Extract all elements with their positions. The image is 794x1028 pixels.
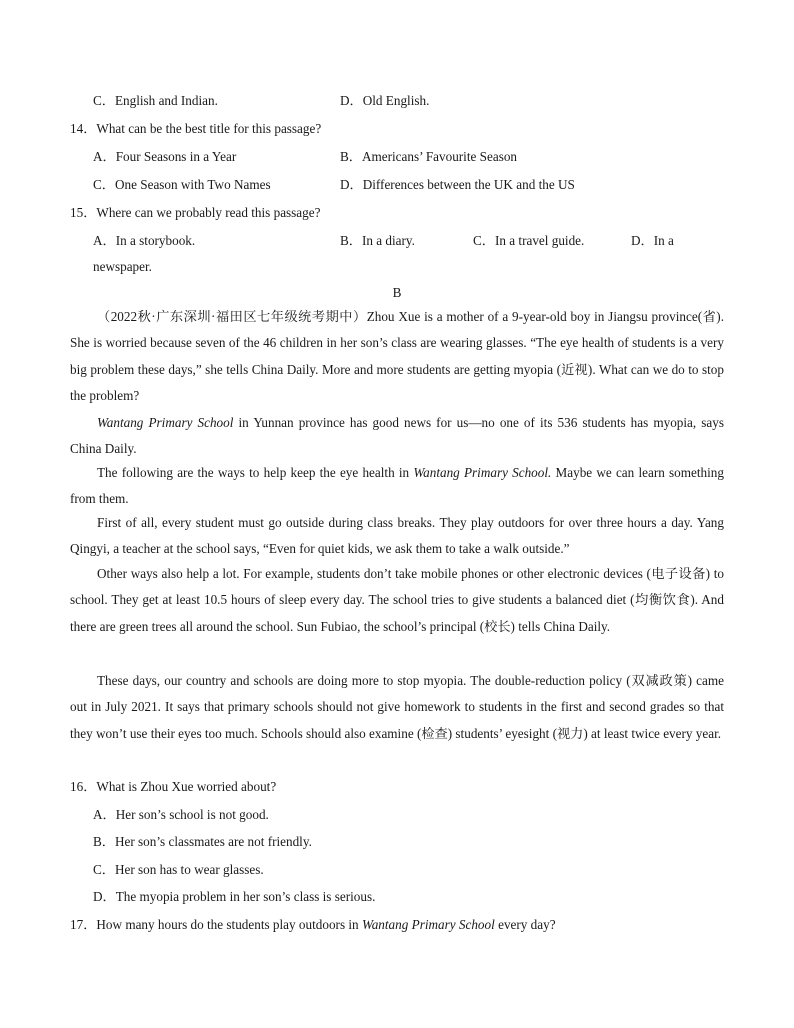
- passage-paragraph-3: [70, 460, 724, 513]
- q13-option-d: D．Old English.: [340, 93, 430, 108]
- school-name: Wantang Primary School: [361, 917, 495, 932]
- q15-option-d-continued: newspaper.: [93, 259, 152, 274]
- paragraph-text: Maybe we can learn something from them.: [70, 465, 724, 507]
- question-text: every day?: [494, 917, 556, 932]
- q17-question: [70, 916, 556, 934]
- question-text: 17．How many hours do the students play outdoors in: [70, 917, 362, 932]
- q13-option-c: C．English and Indian.: [93, 93, 218, 108]
- passage-paragraph-1: （2022秋·广东深圳·福田区七年级统考期中）Zhou Xue is a mother of a 9-year-old boy in Jiangsu province(省). She is worried because seven of the 46 children in her son’s class are wearing glasses. “The eye health of students is a very big problem these days,” she tells China Daily. More and more students are getting myopia (近视). What can we do to stop the problem?: [70, 309, 724, 404]
- q15-option-a: A．In a storybook.: [93, 233, 196, 248]
- school-name: Wantang Primary School.: [413, 465, 552, 480]
- section-heading: B: [392, 285, 402, 300]
- q16-question: 16．What is Zhou Xue worried about?: [70, 779, 277, 794]
- passage-paragraph-2: [70, 410, 724, 463]
- passage-paragraph-6: These days, our country and schools are doing more to stop myopia. The double-reduction policy (双减政策) came out in July 2021. It says that primary schools should not give homework to students in the first and second grades so that they won’t use their eyes too much. Schools should also examine (检查) students’ eyesight (视力) at least twice every year.: [70, 673, 724, 741]
- passage-paragraph-4: First of all, every student must go outside during class breaks. They play outdoors for over three hours a day. Yang Qingyi, a teacher at the school says, “Even for quiet kids, we ask them to take a walk outside.”: [70, 515, 724, 557]
- q14-option-d: D．Differences between the UK and the US: [340, 177, 575, 192]
- q14-option-a: A．Four Seasons in a Year: [93, 149, 237, 164]
- q14-option-c: C．One Season with Two Names: [93, 177, 271, 192]
- q15-question: 15．Where can we probably read this passage?: [70, 205, 321, 220]
- q16-option-d: D．The myopia problem in her son’s class is serious.: [93, 889, 376, 904]
- q14-option-b: B．Americans’ Favourite Season: [340, 149, 518, 164]
- q16-option-a: A．Her son’s school is not good.: [93, 807, 269, 822]
- q15-option-b: B．In a diary.: [340, 233, 415, 248]
- school-name: Wantang Primary School: [97, 415, 234, 430]
- passage-paragraph-5: Other ways also help a lot. For example, students don’t take mobile phones or other electronic devices (电子设备) to school. They get at least 10.5 hours of sleep every day. The school tries to give students a balanced diet (均衡饮食). And there are green trees all around the school. Sun Fubiao, the school’s principal (校长) tells China Daily.: [70, 566, 724, 634]
- q15-option-d: D．In a: [631, 233, 674, 248]
- q16-option-c: C．Her son has to wear glasses.: [93, 862, 264, 877]
- q16-option-b: B．Her son’s classmates are not friendly.: [93, 834, 312, 849]
- paragraph-text: The following are the ways to help keep the eye health in: [97, 465, 414, 480]
- q15-option-c: C．In a travel guide.: [473, 233, 585, 248]
- paragraph-text: in Yunnan province has good news for us—no one of its 536 students has myopia, says China Daily.: [70, 415, 724, 457]
- q14-question: 14．What can be the best title for this passage?: [70, 121, 322, 136]
